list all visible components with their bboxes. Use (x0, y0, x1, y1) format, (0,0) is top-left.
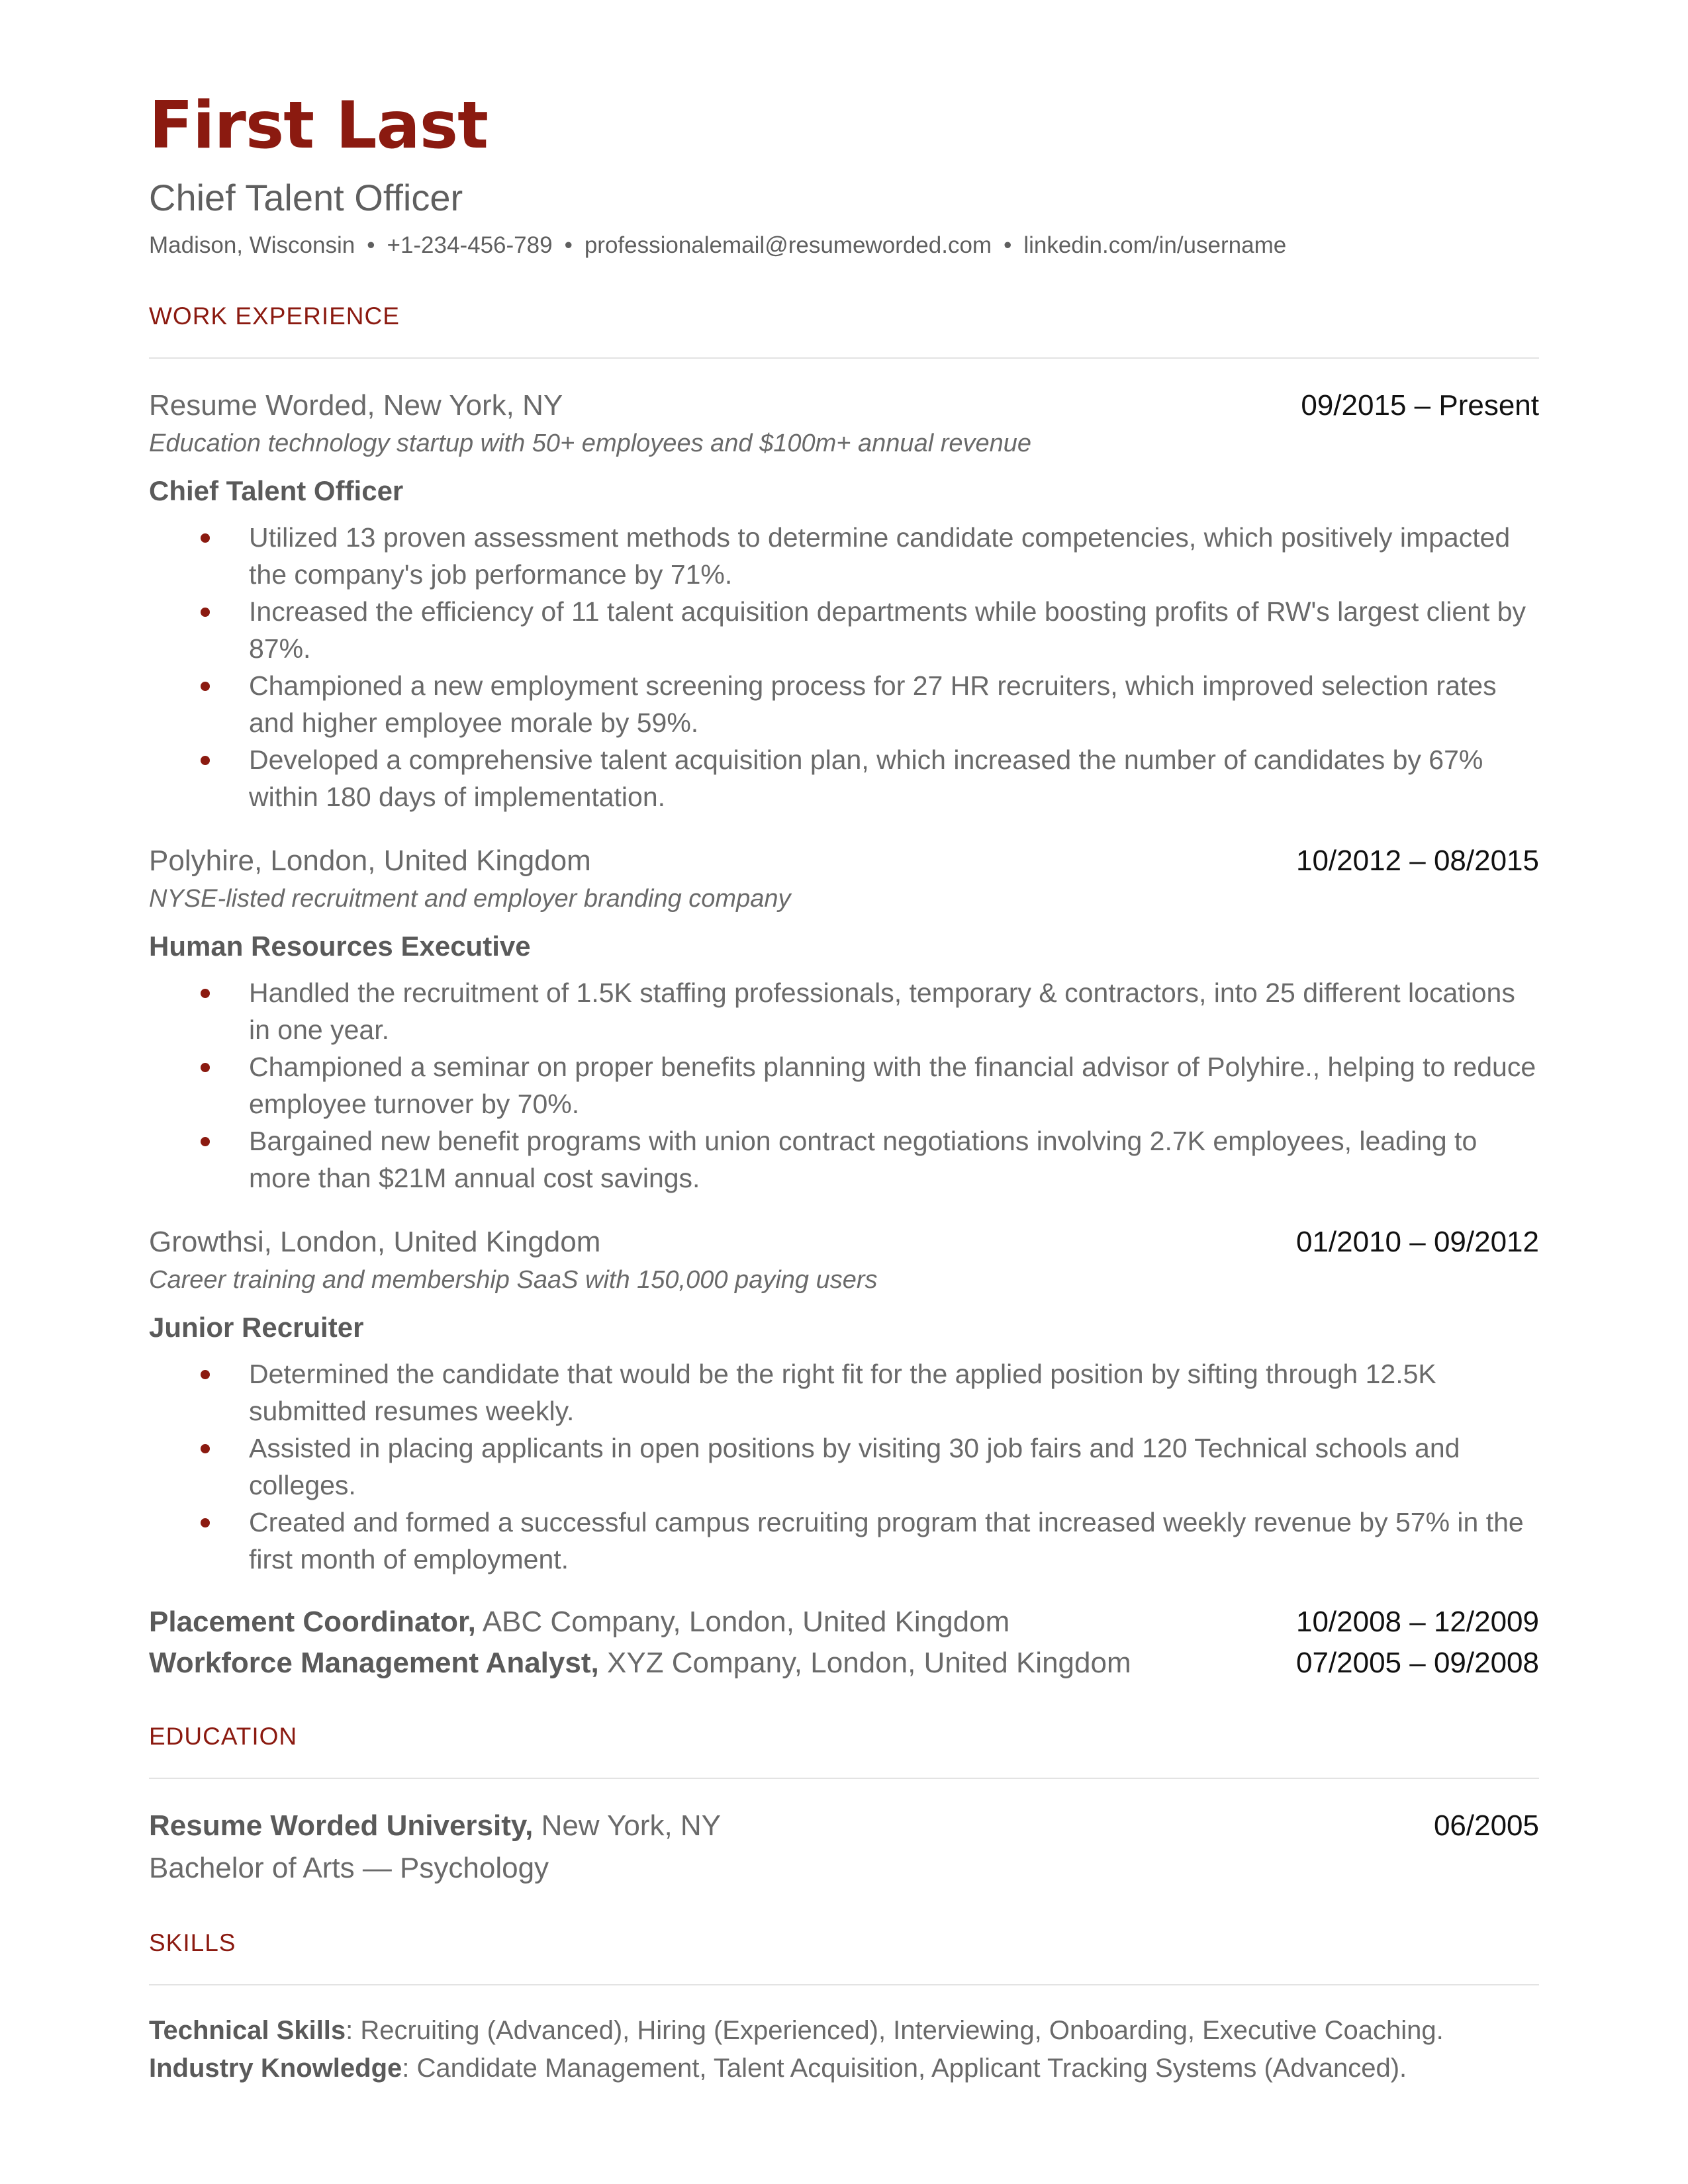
section-title-work: WORK EXPERIENCE (149, 302, 400, 330)
education-date: 06/2005 (1433, 1809, 1539, 1842)
job-role: Human Resources Executive (149, 931, 531, 962)
contact-email: professionalemail@resumeworded.com (584, 232, 992, 258)
skill-value: : Candidate Management, Talent Acquisition, Applicant Tracking Systems (Advanced). (402, 2054, 1407, 2083)
skill-label: Technical Skills (149, 2016, 346, 2045)
earlier-role-dates: 07/2005 – 09/2008 (1295, 1647, 1539, 1679)
bullet-text: Developed a comprehensive talent acquisition plan, which increased the number of candidates by 67% within 180 days of implementation. (249, 745, 1483, 812)
earlier-role-row (149, 1603, 1539, 1641)
earlier-role-dates: 10/2008 – 12/2009 (1295, 1606, 1539, 1638)
bullet-text: Championed a new employment screening process for 27 HR recruiters, which improved selection rates and higher employee morale by 59%. (249, 670, 1497, 738)
job-header (149, 842, 1539, 880)
bullet-item (149, 1430, 1539, 1504)
bullet-dot-icon (201, 682, 210, 691)
bullet-item (149, 1355, 1539, 1430)
bullet-item (149, 974, 1539, 1048)
job-entry (149, 842, 1539, 1197)
contact-separator: • (564, 232, 573, 258)
earlier-role-title: Placement Coordinator, (149, 1606, 476, 1638)
job-entry (149, 1223, 1539, 1578)
skill-line (149, 2012, 1539, 2050)
contact-line (149, 229, 1539, 262)
job-header (149, 1223, 1539, 1261)
bullet-item (149, 667, 1539, 741)
earlier-role-text (149, 1644, 1131, 1682)
education-location: New York, NY (541, 1809, 722, 1842)
job-bullets (149, 519, 1539, 815)
education-header (149, 1807, 1539, 1845)
job-description: Career training and membership SaaS with 150,000 paying users (149, 1266, 878, 1294)
section-divider (149, 357, 1539, 359)
job-header (149, 387, 1539, 425)
job-company: Growthsi, London, United Kingdom (149, 1226, 601, 1258)
bullet-text: Handled the recruitment of 1.5K staffing professionals, temporary & contractors, into 25 different locations in one year. (249, 978, 1515, 1045)
candidate-name: First Last (149, 88, 488, 163)
bullet-text: Assisted in placing applicants in open positions by visiting 30 job fairs and 120 Technical schools and colleges. (249, 1433, 1460, 1500)
bullet-text: Determined the candidate that would be the right fit for the applied position by sifting through 12.5K submitted resumes weekly. (249, 1359, 1436, 1426)
education-entry (149, 1807, 1539, 1889)
job-company: Resume Worded, New York, NY (149, 389, 563, 422)
contact-location: Madison, Wisconsin (149, 232, 355, 258)
bullet-text: Championed a seminar on proper benefits planning with the financial advisor of Polyhire., helping to reduce employee turnover by 70%. (249, 1052, 1536, 1119)
job-company: Polyhire, London, United Kingdom (149, 844, 591, 877)
bullet-text: Increased the efficiency of 11 talent acquisition departments while boosting profits of RW's largest client by 87%. (249, 596, 1526, 664)
bullet-dot-icon (201, 1063, 210, 1072)
bullet-dot-icon (201, 1137, 210, 1146)
bullet-dot-icon (201, 1444, 210, 1453)
earlier-role-company: XYZ Company, London, United Kingdom (606, 1647, 1131, 1679)
bullet-text: Created and formed a successful campus recruiting program that increased weekly revenue by 57% in the first month of employment. (249, 1507, 1524, 1574)
bullet-item (149, 1048, 1539, 1122)
bullet-dot-icon (201, 1370, 210, 1379)
job-description: Education technology startup with 50+ employees and $100m+ annual revenue (149, 430, 1032, 457)
job-bullets (149, 974, 1539, 1197)
section-title-skills: SKILLS (149, 1929, 236, 1956)
contact-linkedin: linkedin.com/in/username (1023, 232, 1287, 258)
bullet-text: Bargained new benefit programs with union contract negotiations involving 2.7K employees, leading to more than $21M annual cost savings. (249, 1126, 1477, 1193)
job-entry (149, 387, 1539, 815)
earlier-role-row (149, 1644, 1539, 1682)
skill-line (149, 2050, 1539, 2087)
bullet-dot-icon (201, 1518, 210, 1527)
bullet-dot-icon (201, 533, 210, 543)
bullet-dot-icon (201, 608, 210, 617)
earlier-roles (149, 1603, 1539, 1682)
bullet-item (149, 519, 1539, 593)
skills-list (149, 2012, 1539, 2087)
job-dates: 09/2015 – Present (1301, 389, 1539, 422)
job-dates: 01/2010 – 09/2012 (1295, 1226, 1539, 1258)
section-divider (149, 1984, 1539, 1985)
contact-separator: • (1004, 232, 1012, 258)
candidate-title: Chief Talent Officer (149, 177, 463, 218)
earlier-role-text (149, 1603, 1009, 1641)
contact-separator: • (367, 232, 375, 258)
bullet-dot-icon (201, 989, 210, 998)
bullet-dot-icon (201, 756, 210, 765)
skill-value: : Recruiting (Advanced), Hiring (Experienced), Interviewing, Onboarding, Executive Coaching. (346, 2016, 1444, 2045)
bullet-text: Utilized 13 proven assessment methods to determine candidate competencies, which positively impacted the company's job performance by 71%. (249, 522, 1511, 590)
earlier-role-title: Workforce Management Analyst, (149, 1647, 599, 1679)
job-bullets (149, 1355, 1539, 1578)
job-dates: 10/2012 – 08/2015 (1295, 844, 1539, 877)
bullet-item (149, 1504, 1539, 1578)
job-role: Chief Talent Officer (149, 475, 404, 506)
contact-phone: +1-234-456-789 (387, 232, 553, 258)
skill-label: Industry Knowledge (149, 2054, 402, 2083)
bullet-item (149, 593, 1539, 667)
earlier-role-company: ABC Company, London, United Kingdom (482, 1606, 1010, 1638)
education-degree: Bachelor of Arts — Psychology (149, 1852, 549, 1884)
section-title-education: EDUCATION (149, 1723, 298, 1750)
jobs-list (149, 387, 1539, 1578)
job-role: Junior Recruiter (149, 1312, 364, 1343)
job-description: NYSE-listed recruitment and employer branding company (149, 885, 791, 913)
education-school: Resume Worded University, (149, 1809, 534, 1842)
education-school-line (149, 1807, 721, 1845)
section-divider (149, 1778, 1539, 1779)
bullet-item (149, 741, 1539, 815)
bullet-item (149, 1122, 1539, 1197)
